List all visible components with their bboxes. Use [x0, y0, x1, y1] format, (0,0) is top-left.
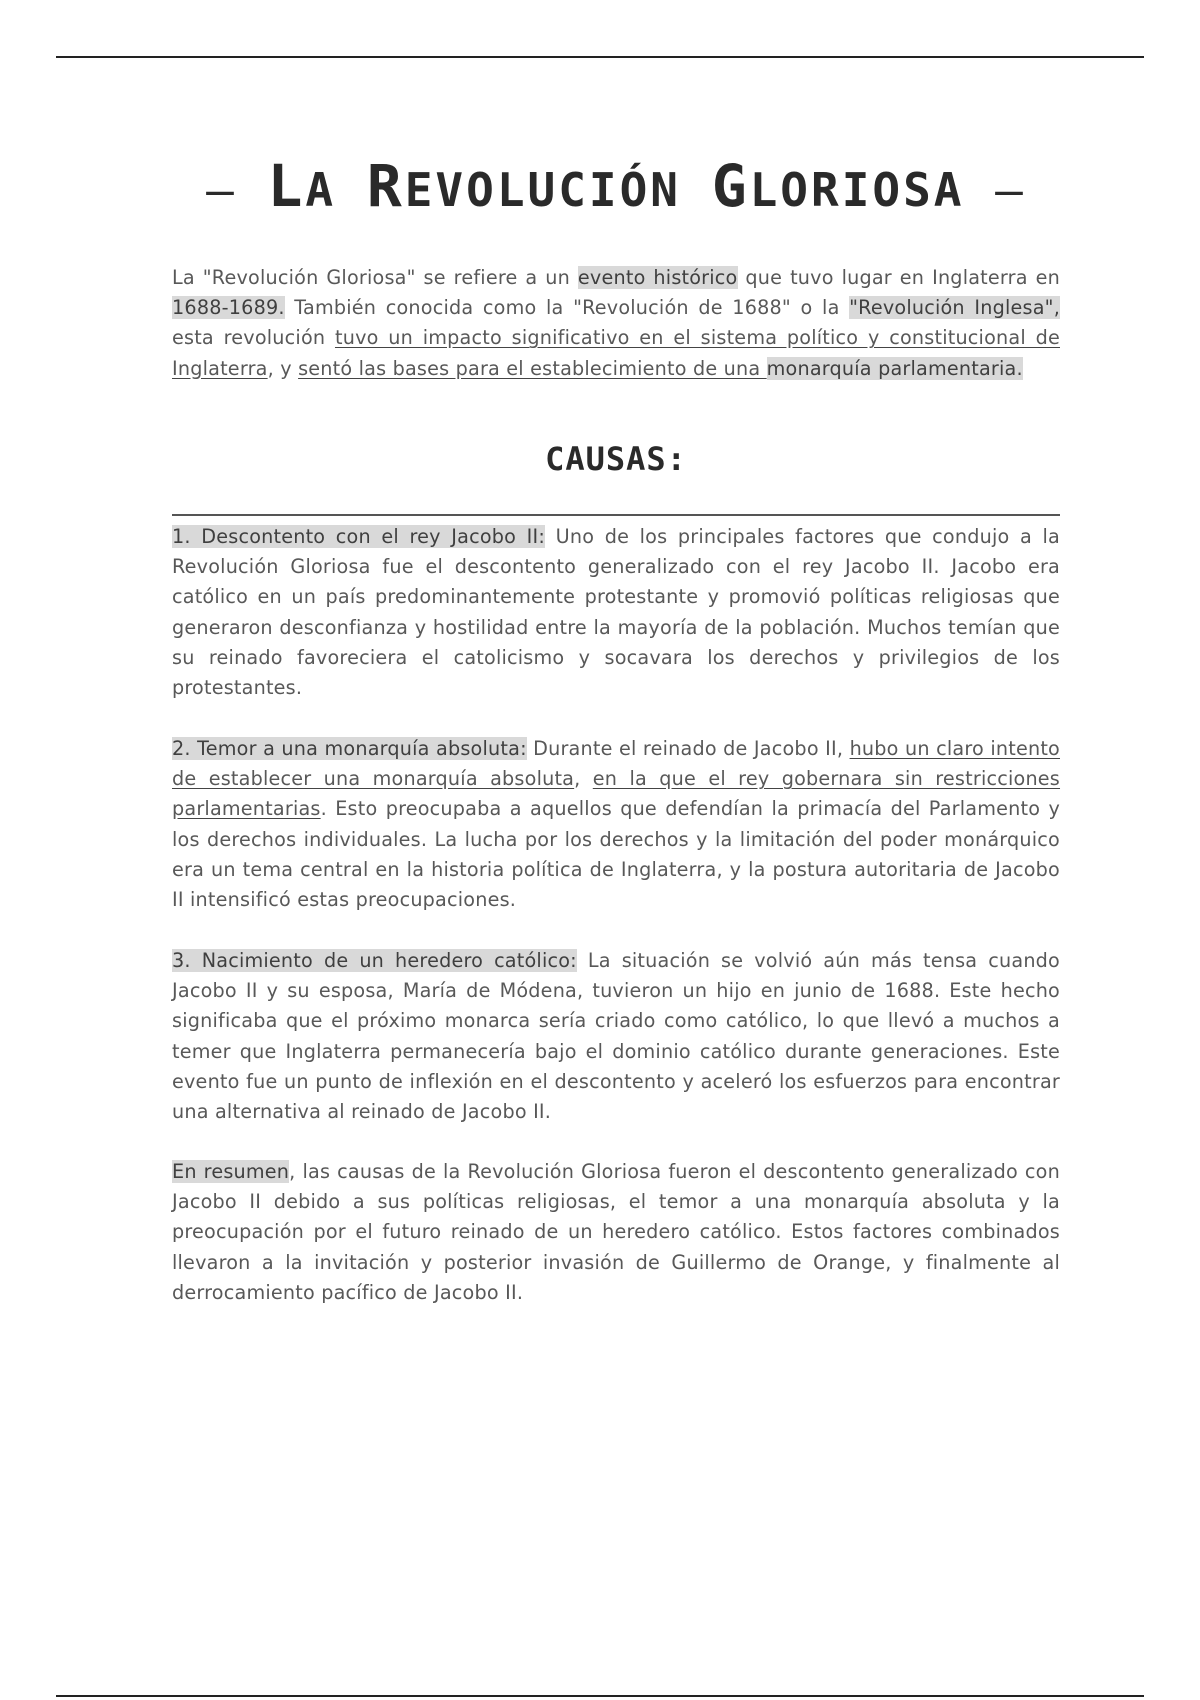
intro-text: esta revolución [172, 326, 335, 350]
cause-heading: 1. Descontento con el rey Jacobo II: [172, 525, 546, 548]
summary-text: , las causas de la Revolución Gloriosa fueron el descontento generalizado con Jacobo II debido a sus políticas religiosas, el temor a una monarquía absoluta y la preocupación por el futuro reinado de un heredero católico. Estos factores combinados llevaron a la invitación y posterior invasión de Guillermo de Orange, y finalmente al derrocamiento pacífico de Jacobo II. [172, 1160, 1060, 1304]
intro-highlight: evento histórico [577, 266, 738, 289]
summary-paragraph [172, 1157, 1060, 1308]
page-title [172, 152, 1060, 220]
intro-paragraph [172, 263, 1060, 384]
intro-highlight: "Revolución Inglesa", [849, 296, 1060, 320]
title-word: A [305, 163, 367, 217]
section-title: CAUSAS: [545, 440, 687, 478]
cause-paragraph-1 [172, 522, 1060, 703]
cause-heading: 3. Nacimiento de un heredero católico: [172, 949, 577, 972]
title-letter: G [711, 152, 750, 220]
cause-text: Uno de los principales factores que condujo a la Revolución Gloriosa fue el descontento generalizado con el rey Jacobo II. Jacobo era católico en un país predominantemente protestante y promovió políticas religiosas que generaron desconfianza y hostilidad entre la mayoría de la población. Muchos temían que su reinado favoreciera el catolicismo y socavara los derechos y privilegios de los protestantes. [172, 525, 1060, 700]
title-word: LORIOSA [749, 163, 965, 217]
cause-text: Durante el reinado de Jacobo II, [526, 737, 850, 760]
title-letter: R [366, 152, 405, 220]
section-rule [172, 514, 1060, 516]
title-dash-right: – [964, 163, 1026, 217]
intro-underline: tuvo un impacto significativo en el sistema político y constitucional de Inglaterra [172, 326, 1060, 380]
summary-heading: En resumen [172, 1160, 290, 1183]
cause-text: La situación se volvió aún más tensa cuando Jacobo II y su esposa, María de Módena, tuvieron un hijo en junio de 1688. Este hecho significaba que el próximo monarca sería criado como católico, lo que llevó a muchos a temer que Inglaterra permanecería bajo el dominio católico durante generaciones. Este evento fue un punto de inflexión en el descontento y aceleró los esfuerzos para encontrar una alternativa al reinado de Jacobo II. [172, 949, 1060, 1124]
bottom-rule [56, 1695, 1144, 1697]
intro-highlight: 1688-1689. [172, 296, 285, 320]
intro-underline: sentó las bases para el establecimiento de una [298, 356, 767, 380]
title-dash-left: – [206, 163, 268, 217]
intro-text: La "Revolución Gloriosa" se refiere a un [172, 266, 578, 289]
intro-highlight: monarquía parlamentaria. [766, 356, 1023, 380]
cause-heading: 2. Temor a una monarquía absoluta: [172, 737, 527, 760]
title-word: EVOLUCIÓN [404, 163, 712, 217]
top-rule [56, 56, 1144, 58]
cause-text: , [574, 767, 593, 791]
title-letter: L [267, 152, 306, 220]
intro-text: También conocida como la "Revolución de 1688" o la [284, 296, 850, 320]
cause-paragraph-3 [172, 946, 1060, 1127]
cause-paragraph-2 [172, 734, 1060, 915]
intro-text: , y [267, 356, 299, 380]
intro-text: que tuvo lugar en Inglaterra en [737, 266, 1060, 289]
cause-underline: en la que el rey gobernara sin restricciones parlamentarias [172, 767, 1061, 821]
cause-text: . Esto preocupaba a aquellos que defendían la primacía del Parlamento y los derechos individuales. La lucha por los derechos y la limitación del poder monárquico era un tema central en la historia política de Inglaterra, y la postura autoritaria de Jacobo II intensificó estas preocupaciones. [172, 797, 1060, 912]
cause-underline: hubo un claro intento de establecer una monarquía absoluta [172, 737, 1060, 791]
